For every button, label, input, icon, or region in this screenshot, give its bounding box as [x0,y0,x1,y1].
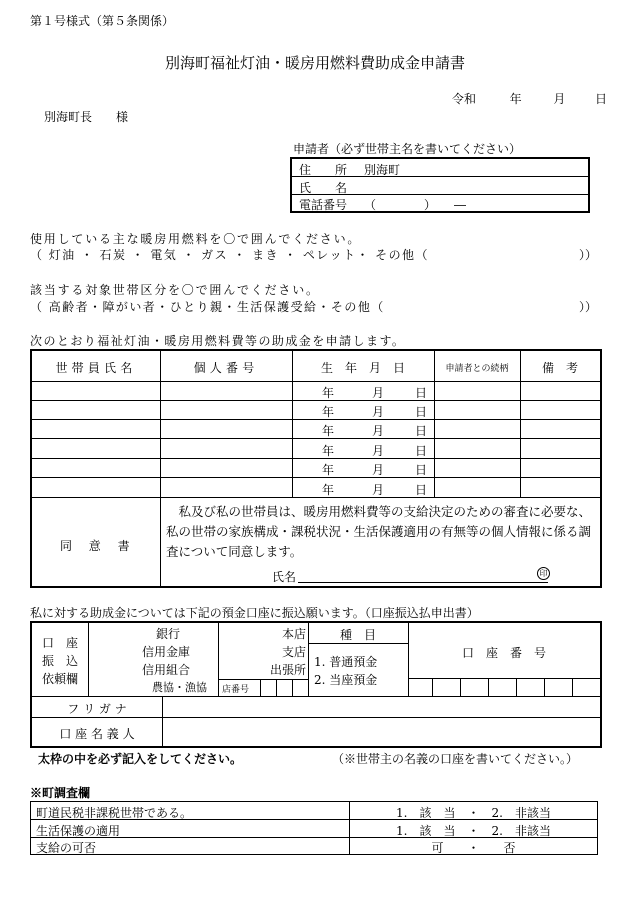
row-month: 月 [372,405,385,419]
account-holder-field[interactable] [163,718,599,745]
type-option-current: 2. 当座預金 [314,673,378,687]
row-month: 月 [372,444,385,458]
institution-types[interactable] [142,625,207,697]
row-year: 年 [322,483,335,497]
date-line [452,90,607,107]
type-header: 種 目 [339,628,376,642]
branch-sub: 支店 [281,645,306,659]
date-month: 月 [553,92,566,106]
store-number-label: 店番号 [222,685,250,695]
household-options[interactable]: （ 高齢者・障がい者・ひとり親・生活保護受給・その他（ [30,300,385,314]
household-options-close: ）） [579,300,598,314]
name-field[interactable] [364,179,584,193]
household-prompt: 該当する対象世帯区分を〇で囲んでください。 [30,283,320,297]
header-personal-number: 個人番号 [193,361,259,375]
row-year: 年 [322,424,335,438]
transfer-label-line: 振 込 [41,654,78,668]
town-check-value[interactable]: 可 ・ 否 [431,841,516,855]
header-member-name: 世帯員氏名 [55,361,137,375]
addressee: 別海町長 様 [44,110,129,124]
branch-types[interactable] [260,625,306,679]
type-options[interactable] [314,653,377,689]
row-month: 月 [372,463,385,477]
row-month: 月 [372,483,385,497]
institution-shinkin: 信用金庫 [142,645,191,659]
form-number: 第１号様式（第５条関係） [30,14,175,28]
furigana-field[interactable] [163,697,599,716]
bank-intro: 私に対する助成金については下記の預金口座に振込願います。（口座振込払申出書） [30,606,479,620]
account-holder-label: 口 座 名 義 人 [59,727,135,741]
row-year: 年 [322,386,335,400]
header-relationship: 申請者との続柄 [445,364,509,374]
fuel-prompt: 使用している主な暖房用燃料を〇で囲んでください。 [30,232,362,246]
row-year: 年 [322,405,335,419]
fuel-options[interactable]: （ 灯油 ・ 石炭 ・ 電気 ・ ガス ・ まき ・ ペレット・ その他（ [30,248,429,262]
account-number-header: 口 座 番 号 [461,646,546,660]
branch-office: 出張所 [269,663,306,677]
holder-note: （※世帯主の名義の口座を書いてください。） [332,752,579,766]
name-label: 氏 名 [299,181,348,195]
date-year: 年 [509,92,522,106]
consent-label: 同 意 書 [59,539,132,553]
date-era: 令和 [452,92,477,106]
institution-credit-union: 信用組合 [142,663,191,677]
transfer-label [32,634,88,688]
town-check-value[interactable]: 1. 該 当 ・ 2. 非該当 [396,824,551,838]
seal-mark: 印 [537,567,550,580]
consent-name-label: 氏名 [272,570,297,584]
row-month: 月 [372,424,385,438]
row-year: 年 [322,444,335,458]
page-title: 別海町福祉灯油・暖房用燃料費助成金申請書 [164,54,465,72]
row-day: 日 [415,424,428,438]
town-check-label: 町道民税非課税世帯である。 [36,806,193,820]
members-intro: 次のとおり福祉灯油・暖房用燃料費等の助成金を申請します。 [30,334,406,348]
fuel-options-close: ）） [579,248,598,262]
consent-text: 私及び私の世帯員は、暖房用燃料費等の支給決定のための審査に必要な、私の世帯の家族構成・課税状況・生活保護適用の有無等の個人情報に係る調査について同意します。 [166,504,592,559]
branch-main: 本店 [281,627,306,641]
town-check-label: 生活保護の適用 [36,824,121,838]
row-day: 日 [415,483,428,497]
bank-box [30,621,602,748]
town-check-value[interactable]: 1. 該 当 ・ 2. 非該当 [396,806,551,820]
type-option-ordinary: 1. 普通預金 [314,655,378,669]
row-month: 月 [372,386,385,400]
row-day: 日 [415,444,428,458]
row-day: 日 [415,463,428,477]
applicant-box [290,157,590,213]
transfer-label-line: 依頼欄 [41,672,78,686]
transfer-label-line: 口 座 [41,636,78,650]
header-birthdate: 生 年 月 日 [320,361,405,375]
phone-field[interactable]: （ ） ― [364,198,467,212]
institution-agri-fish: 農協・漁協 [152,681,207,694]
date-day: 日 [595,92,608,106]
town-check-heading: ※町調査欄 [30,786,91,800]
members-table [30,349,602,588]
row-day: 日 [415,405,428,419]
address-value[interactable]: 別海町 [364,163,401,177]
required-note: 太枠の中を必ず記入をしてください。 [38,752,243,766]
furigana-label: フ リ ガ ナ [67,702,127,716]
institution-bank: 銀行 [156,627,181,641]
address-label: 住 所 [299,163,348,177]
applicant-heading: 申請者（必ず世帯主名を書いてください） [293,142,522,156]
row-day: 日 [415,386,428,400]
town-check-table [30,801,598,855]
row-year: 年 [322,463,335,477]
town-check-label: 支給の可否 [36,841,97,855]
header-remarks: 備 考 [541,361,578,375]
phone-label: 電話番号 [299,198,348,212]
